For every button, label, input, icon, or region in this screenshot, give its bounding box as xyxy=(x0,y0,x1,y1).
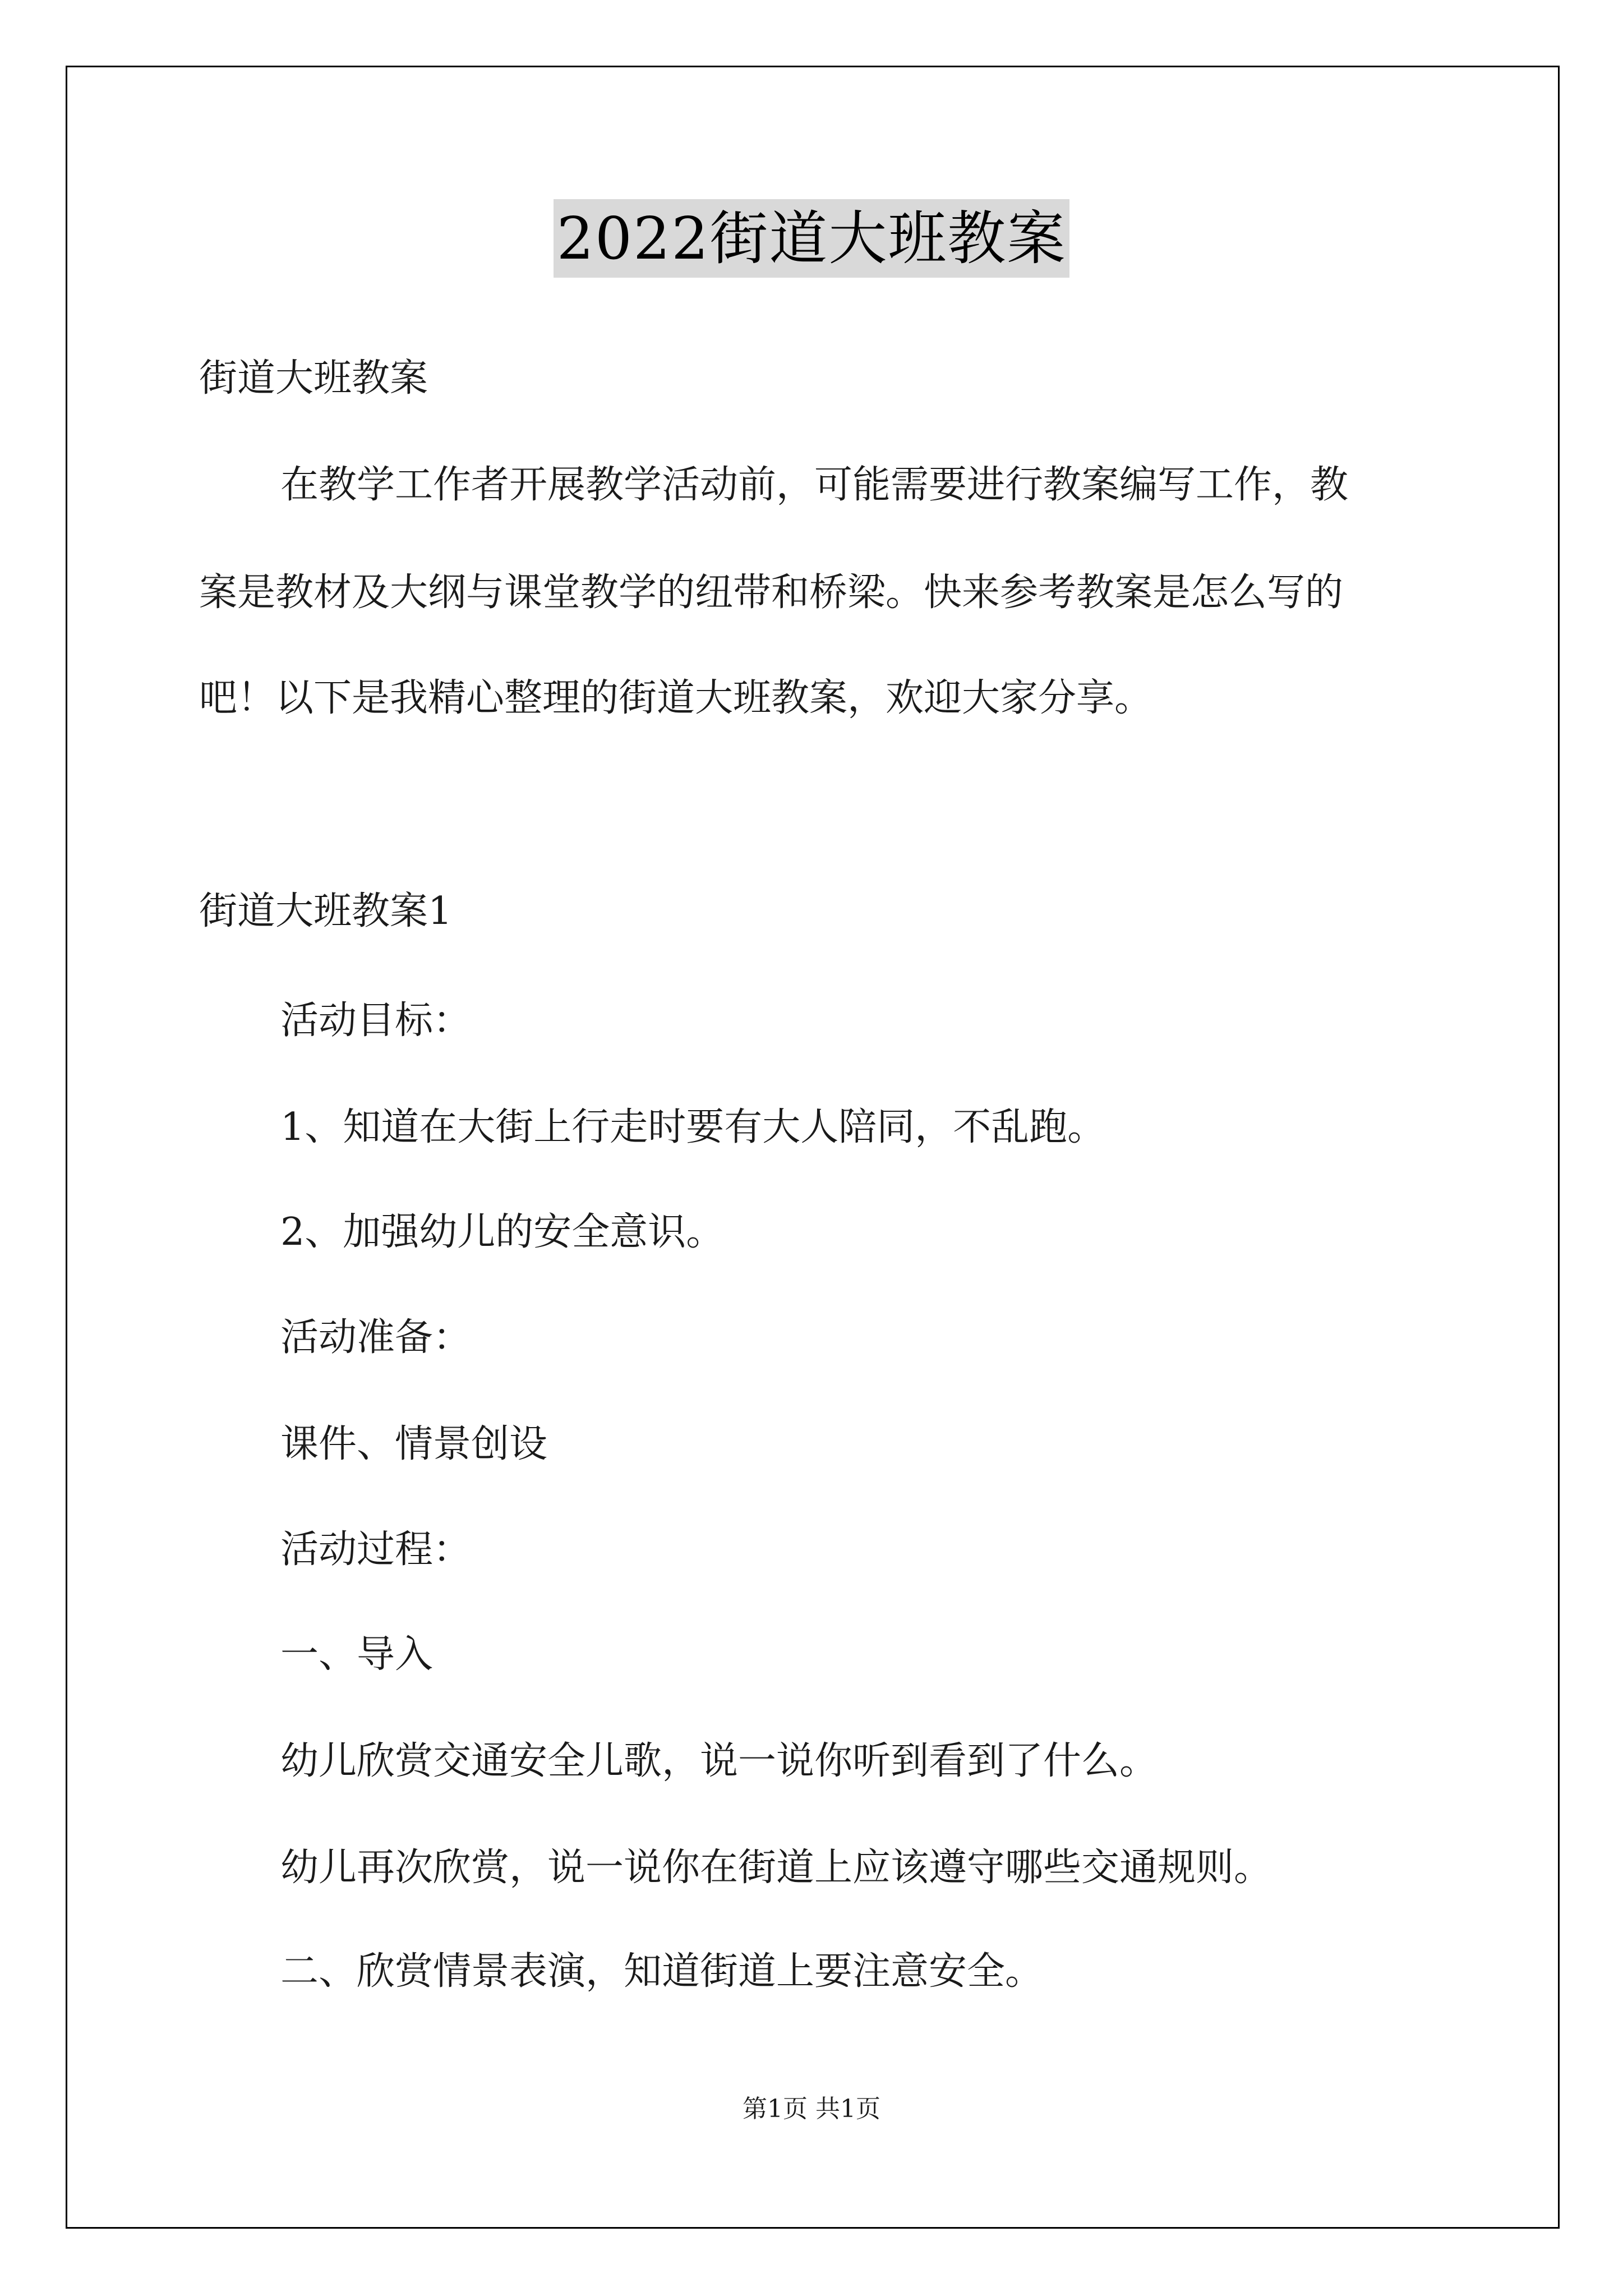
title-container xyxy=(0,199,1623,278)
body-line-process-heading: 活动过程： xyxy=(280,1527,472,1572)
body-line-step-2: 二、欣赏情景表演，知道街道上要注意安全。 xyxy=(280,1949,1044,1994)
intro-line-3: 吧！以下是我精心整理的街道大班教案，欢迎大家分享。 xyxy=(199,676,1153,720)
intro-line-1: 在教学工作者开展教学活动前，可能需要进行教案编写工作，教 xyxy=(280,463,1349,507)
document-title: 2022街道大班教案 xyxy=(554,199,1070,278)
body-line-prep-heading: 活动准备： xyxy=(280,1315,472,1360)
body-line-step-1: 一、导入 xyxy=(280,1632,434,1677)
intro-line-2: 案是教材及大纲与课堂教学的纽带和桥梁。快来参考教案是怎么写的 xyxy=(199,570,1344,615)
body-line-step-1b: 幼儿再次欣赏，说一说你在街道上应该遵守哪些交通规则。 xyxy=(280,1846,1272,1890)
section-heading: 街道大班教案1 xyxy=(199,889,453,933)
body-line-prep-items: 课件、情景创设 xyxy=(280,1422,548,1466)
body-line-goals-heading: 活动目标： xyxy=(280,999,472,1043)
body-line-goal-1: 1、知道在大街上行走时要有大人陪同，不乱跑。 xyxy=(280,1105,1106,1149)
document-subtitle: 街道大班教案 xyxy=(199,356,428,401)
page-number-footer: 第1页 共1页 xyxy=(743,2095,880,2123)
body-line-step-1a: 幼儿欣赏交通安全儿歌，说一说你听到看到了什么。 xyxy=(280,1739,1158,1783)
body-line-goal-2: 2、加强幼儿的安全意识。 xyxy=(280,1210,725,1254)
